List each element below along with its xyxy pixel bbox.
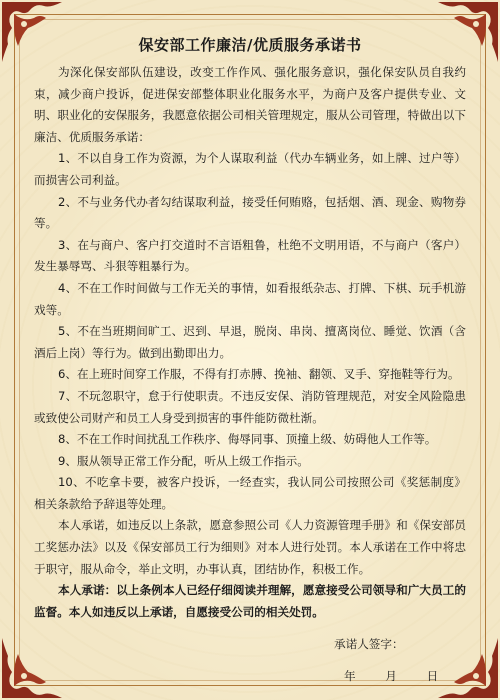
commitment-item: 5、不在当班期间旷工、迟到、早退，脱岗、串岗、擅离岗位、睡觉、饮酒（含酒后上岗）等行为。做到出勤即出力。 <box>34 324 466 360</box>
commitment-item: 1、不以自身工作为资源，为个人谋取利益（代办车辆业务，如上牌、过户等）而损害公司利益。 <box>34 151 466 187</box>
commitment-item: 3、在与商户、客户打交道时不言语粗鲁，杜绝不文明用语，不与商户（客户）发生暴辱骂、斗狠等粗暴行为。 <box>34 237 466 274</box>
commitment-item: 10、不吃拿卡要，被客户投诉，一经查实，我认同公司按照公司《奖惩制度》相关条款给予辞退等处理。 <box>34 475 466 511</box>
commitment-paragraph: 本人承诺，如违反以上条款，愿意参照公司《人力资源管理手册》和《保安部员工奖惩办法》以及《保安部员工行为细则》对本人进行处罚。本人承诺在工作中将忠于职守，服从命令，举止文明，办事认真，团结协作，积极工作。 <box>34 518 466 576</box>
commitment-item: 6、在上班时间穿工作服，不得有打赤膊、挽袖、翻领、叉手、穿拖鞋等行为。 <box>58 367 460 382</box>
document-body <box>34 28 466 687</box>
date-month: 月 <box>385 669 397 684</box>
bold-commitment-paragraph: 本人承诺：以上条例本人已经仔细阅读并理解，愿意接受公司领导和广大员工的监督。本人如违反以上承诺，自愿接受公司的相关处罚。 <box>34 583 466 619</box>
date-year: 年 <box>344 669 356 684</box>
commitment-item: 7、不玩忽职守，怠于行使职责。不违反安保、消防管理规范，对安全风险隐患或致使公司财产和员工人身受到损害的事件能防微杜渐。 <box>34 388 466 425</box>
intro-paragraph: 为深化保安部队伍建设，改变工作作风、强化服务意识，强化保安队员自我约束，减少商户投诉，促进保安部整体职业化服务水平，为商户及客户提供专业、文明、职业化的安保服务，我愿意依据公司相关管理规定，服从公司管理，特做出以下廉洁、优质服务承诺： <box>34 65 466 144</box>
document-title: 保安部工作廉洁/优质服务承诺书 <box>138 36 362 54</box>
signature-label: 承诺人签字： <box>334 637 404 652</box>
commitment-item: 8、不在工作时间扰乱工作秩序、侮辱同事、顶撞上级、妨碍他人工作等。 <box>58 432 437 447</box>
commitment-item: 4、不在工作时间做与工作无关的事情，如看报纸杂志、打牌、下棋、玩手机游戏等。 <box>34 280 466 317</box>
date-line <box>34 665 466 687</box>
signature-line <box>34 633 466 655</box>
commitment-item: 2、不与业务代办者勾结谋取利益，接受任何贿赂，包括烟、酒、现金、购物券等。 <box>34 194 466 231</box>
date-day: 日 <box>426 669 439 684</box>
commitment-item: 9、服从领导正常工作分配，听从上级工作指示。 <box>58 453 309 468</box>
